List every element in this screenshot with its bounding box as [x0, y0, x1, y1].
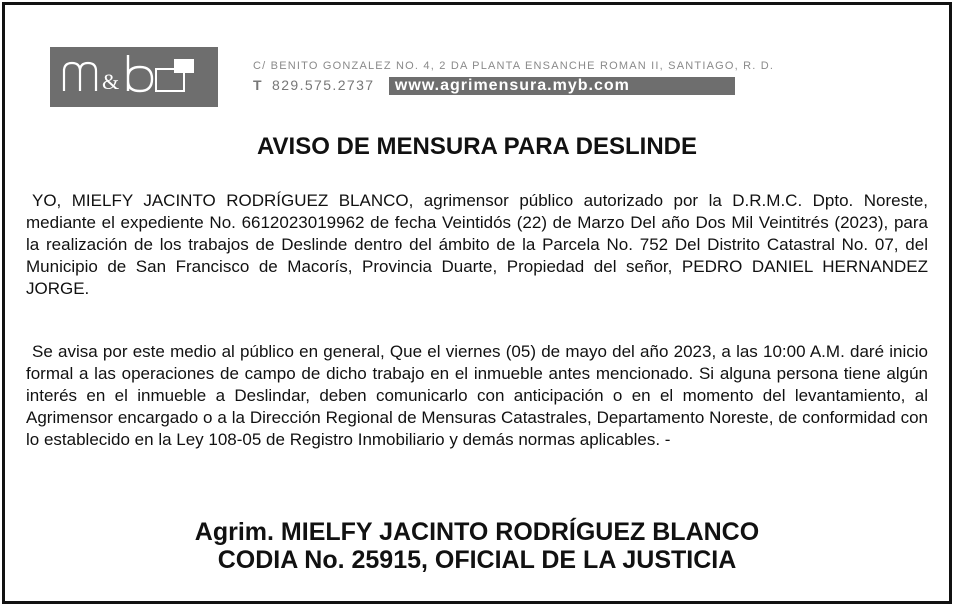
signature-name: Agrim. MIELFY JACINTO RODRÍGUEZ BLANCO	[194, 518, 760, 546]
notice-title: AVISO DE MENSURA PARA DESLINDE	[256, 133, 698, 160]
company-address: C/ BENITO GONZALEZ NO. 4, 2 DA PLANTA ENSANCHE ROMAN II, SANTIAGO, R. D.	[253, 60, 775, 72]
notice-paragraph: Se avisa por este medio al público en general, Que el viernes (05) de mayo del año 2023, a las 10:00 A.M. daré inicio formal a las operaciones de campo de dicho trabajo en el inmueble antes mencionado. Si alguna persona tiene algún interés en el inmueble a Deslindar, deben comunicarlo con anticipación o en el momento del levantamiento, al Agrimensor encargado o a la Dirección Regional de Mensuras Catastrales, Departamento Noreste, de conformidad con lo establecido en la Ley 108-05 de Registro Inmobiliario y demás normas aplicables. -	[26, 342, 928, 449]
contact-line	[253, 77, 735, 97]
m-and-b-logo-icon	[50, 47, 218, 107]
phone-prefix: T	[253, 77, 262, 93]
svg-text:&: &	[102, 69, 120, 94]
signature-credential: CODIA No. 25915, OFICIAL DE LA JUSTICIA	[217, 546, 737, 574]
website-banner: www.agrimensura.myb.com	[389, 77, 735, 95]
notice-frame	[2, 2, 952, 604]
company-logo	[50, 47, 218, 107]
notice-paragraph: YO, MIELFY JACINTO RODRÍGUEZ BLANCO, agrimensor público autorizado por la D.R.M.C. Dpto. Noreste, mediante el expediente No. 6612023019962 de fecha Veintidós (22) de Marzo Del año Dos Mil Veintitrés (2023), para la realización de los trabajos de Deslinde dentro del ámbito de la Parcela No. 752 Del Distrito Catastral No. 07, del Municipio de San Francisco de Macorís, Provincia Duarte, Propiedad del señor, PEDRO DANIEL HERNANDEZ JORGE.	[26, 191, 928, 298]
phone-number: 829.575.2737	[272, 77, 375, 93]
